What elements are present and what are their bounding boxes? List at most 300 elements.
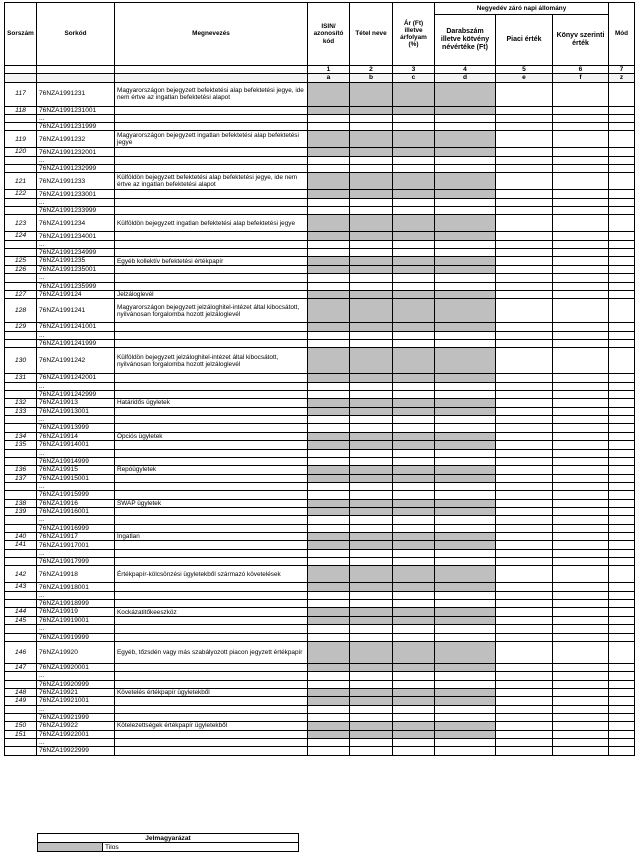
cell-piaci[interactable] <box>496 566 553 583</box>
cell-piaci[interactable] <box>496 173 553 190</box>
cell-konyv[interactable] <box>553 382 609 390</box>
cell-konyv[interactable] <box>553 483 609 491</box>
cell-ar[interactable] <box>393 739 435 747</box>
cell-isin[interactable] <box>308 747 350 755</box>
cell-mod[interactable] <box>609 432 635 440</box>
cell-isin[interactable] <box>308 156 350 164</box>
cell-mod[interactable] <box>609 688 635 696</box>
cell-piaci[interactable] <box>496 207 553 215</box>
cell-tetel[interactable] <box>350 207 393 215</box>
cell-konyv[interactable] <box>553 466 609 474</box>
cell-tetel[interactable] <box>350 416 393 424</box>
cell-darab[interactable] <box>435 747 496 755</box>
cell-isin[interactable] <box>308 491 350 499</box>
cell-ar[interactable] <box>393 207 435 215</box>
cell-isin[interactable] <box>308 625 350 633</box>
cell-mod[interactable] <box>609 123 635 131</box>
cell-piaci[interactable] <box>496 705 553 713</box>
cell-darab[interactable] <box>435 123 496 131</box>
cell-darab[interactable] <box>435 156 496 164</box>
cell-darab[interactable] <box>435 558 496 566</box>
cell-mod[interactable] <box>609 340 635 348</box>
cell-tetel[interactable] <box>350 114 393 122</box>
cell-konyv[interactable] <box>553 232 609 240</box>
cell-darab[interactable] <box>435 713 496 721</box>
cell-piaci[interactable] <box>496 215 553 232</box>
cell-konyv[interactable] <box>553 583 609 591</box>
cell-darab[interactable] <box>435 282 496 290</box>
cell-darab[interactable] <box>435 633 496 641</box>
cell-konyv[interactable] <box>553 499 609 507</box>
cell-ar[interactable] <box>393 198 435 206</box>
cell-piaci[interactable] <box>496 625 553 633</box>
cell-konyv[interactable] <box>553 739 609 747</box>
cell-konyv[interactable] <box>553 457 609 465</box>
cell-piaci[interactable] <box>496 82 553 106</box>
cell-mod[interactable] <box>609 591 635 599</box>
cell-piaci[interactable] <box>496 722 553 730</box>
cell-tetel[interactable] <box>350 747 393 755</box>
cell-tetel[interactable] <box>350 331 393 339</box>
cell-ar[interactable] <box>393 424 435 432</box>
cell-piaci[interactable] <box>496 608 553 616</box>
cell-konyv[interactable] <box>553 131 609 148</box>
cell-mod[interactable] <box>609 641 635 663</box>
cell-tetel[interactable] <box>350 549 393 557</box>
cell-ar[interactable] <box>393 114 435 122</box>
cell-darab[interactable] <box>435 457 496 465</box>
cell-konyv[interactable] <box>553 323 609 331</box>
cell-mod[interactable] <box>609 257 635 265</box>
cell-isin[interactable] <box>308 516 350 524</box>
cell-isin[interactable] <box>308 483 350 491</box>
cell-tetel[interactable] <box>350 282 393 290</box>
cell-mod[interactable] <box>609 232 635 240</box>
cell-mod[interactable] <box>609 680 635 688</box>
cell-isin[interactable] <box>308 672 350 680</box>
cell-darab[interactable] <box>435 240 496 248</box>
cell-darab[interactable] <box>435 331 496 339</box>
cell-ar[interactable] <box>393 165 435 173</box>
cell-tetel[interactable] <box>350 382 393 390</box>
cell-piaci[interactable] <box>496 532 553 540</box>
cell-mod[interactable] <box>609 374 635 382</box>
cell-piaci[interactable] <box>496 591 553 599</box>
cell-isin[interactable] <box>308 524 350 532</box>
cell-isin[interactable] <box>308 591 350 599</box>
cell-mod[interactable] <box>609 106 635 114</box>
cell-piaci[interactable] <box>496 123 553 131</box>
cell-tetel[interactable] <box>350 516 393 524</box>
cell-mod[interactable] <box>609 739 635 747</box>
cell-mod[interactable] <box>609 466 635 474</box>
cell-konyv[interactable] <box>553 591 609 599</box>
cell-mod[interactable] <box>609 722 635 730</box>
cell-darab[interactable] <box>435 165 496 173</box>
cell-mod[interactable] <box>609 165 635 173</box>
cell-konyv[interactable] <box>553 114 609 122</box>
cell-mod[interactable] <box>609 407 635 415</box>
cell-konyv[interactable] <box>553 697 609 705</box>
cell-tetel[interactable] <box>350 491 393 499</box>
cell-piaci[interactable] <box>496 106 553 114</box>
cell-konyv[interactable] <box>553 290 609 298</box>
cell-mod[interactable] <box>609 747 635 755</box>
cell-konyv[interactable] <box>553 374 609 382</box>
cell-konyv[interactable] <box>553 524 609 532</box>
cell-isin[interactable] <box>308 457 350 465</box>
cell-konyv[interactable] <box>553 399 609 407</box>
cell-mod[interactable] <box>609 532 635 540</box>
cell-darab[interactable] <box>435 390 496 398</box>
cell-piaci[interactable] <box>496 483 553 491</box>
cell-piaci[interactable] <box>496 499 553 507</box>
cell-konyv[interactable] <box>553 713 609 721</box>
cell-piaci[interactable] <box>496 249 553 257</box>
cell-darab[interactable] <box>435 207 496 215</box>
cell-tetel[interactable] <box>350 274 393 282</box>
cell-tetel[interactable] <box>350 591 393 599</box>
cell-darab[interactable] <box>435 549 496 557</box>
cell-isin[interactable] <box>308 739 350 747</box>
cell-mod[interactable] <box>609 524 635 532</box>
cell-piaci[interactable] <box>496 641 553 663</box>
cell-piaci[interactable] <box>496 331 553 339</box>
cell-konyv[interactable] <box>553 516 609 524</box>
cell-piaci[interactable] <box>496 348 553 374</box>
cell-ar[interactable] <box>393 416 435 424</box>
cell-darab[interactable] <box>435 249 496 257</box>
cell-piaci[interactable] <box>496 165 553 173</box>
cell-mod[interactable] <box>609 600 635 608</box>
cell-darab[interactable] <box>435 672 496 680</box>
cell-konyv[interactable] <box>553 407 609 415</box>
cell-konyv[interactable] <box>553 82 609 106</box>
cell-tetel[interactable] <box>350 390 393 398</box>
cell-mod[interactable] <box>609 625 635 633</box>
cell-konyv[interactable] <box>553 566 609 583</box>
cell-isin[interactable] <box>308 114 350 122</box>
cell-darab[interactable] <box>435 625 496 633</box>
cell-ar[interactable] <box>393 633 435 641</box>
cell-piaci[interactable] <box>496 449 553 457</box>
cell-konyv[interactable] <box>553 747 609 755</box>
cell-konyv[interactable] <box>553 299 609 323</box>
cell-tetel[interactable] <box>350 249 393 257</box>
cell-isin[interactable] <box>308 705 350 713</box>
cell-konyv[interactable] <box>553 274 609 282</box>
cell-mod[interactable] <box>609 215 635 232</box>
cell-piaci[interactable] <box>496 633 553 641</box>
cell-tetel[interactable] <box>350 524 393 532</box>
cell-ar[interactable] <box>393 516 435 524</box>
cell-tetel[interactable] <box>350 633 393 641</box>
cell-konyv[interactable] <box>553 432 609 440</box>
cell-piaci[interactable] <box>496 558 553 566</box>
cell-konyv[interactable] <box>553 123 609 131</box>
cell-isin[interactable] <box>308 424 350 432</box>
cell-mod[interactable] <box>609 705 635 713</box>
cell-ar[interactable] <box>393 449 435 457</box>
cell-ar[interactable] <box>393 483 435 491</box>
cell-ar[interactable] <box>393 123 435 131</box>
cell-piaci[interactable] <box>496 432 553 440</box>
cell-tetel[interactable] <box>350 424 393 432</box>
cell-piaci[interactable] <box>496 466 553 474</box>
cell-darab[interactable] <box>435 600 496 608</box>
cell-konyv[interactable] <box>553 190 609 198</box>
cell-piaci[interactable] <box>496 390 553 398</box>
cell-mod[interactable] <box>609 516 635 524</box>
cell-ar[interactable] <box>393 156 435 164</box>
cell-isin[interactable] <box>308 198 350 206</box>
cell-konyv[interactable] <box>553 633 609 641</box>
cell-konyv[interactable] <box>553 491 609 499</box>
cell-konyv[interactable] <box>553 156 609 164</box>
cell-konyv[interactable] <box>553 257 609 265</box>
cell-mod[interactable] <box>609 348 635 374</box>
cell-darab[interactable] <box>435 483 496 491</box>
cell-tetel[interactable] <box>350 625 393 633</box>
cell-piaci[interactable] <box>496 416 553 424</box>
cell-piaci[interactable] <box>496 156 553 164</box>
cell-mod[interactable] <box>609 198 635 206</box>
cell-mod[interactable] <box>609 290 635 298</box>
cell-ar[interactable] <box>393 240 435 248</box>
cell-tetel[interactable] <box>350 705 393 713</box>
cell-konyv[interactable] <box>553 663 609 671</box>
cell-konyv[interactable] <box>553 616 609 624</box>
cell-mod[interactable] <box>609 148 635 156</box>
cell-piaci[interactable] <box>496 114 553 122</box>
cell-mod[interactable] <box>609 382 635 390</box>
cell-ar[interactable] <box>393 340 435 348</box>
cell-konyv[interactable] <box>553 541 609 549</box>
cell-piaci[interactable] <box>496 541 553 549</box>
cell-mod[interactable] <box>609 508 635 516</box>
cell-piaci[interactable] <box>496 680 553 688</box>
cell-isin[interactable] <box>308 549 350 557</box>
cell-tetel[interactable] <box>350 198 393 206</box>
cell-piaci[interactable] <box>496 424 553 432</box>
cell-piaci[interactable] <box>496 739 553 747</box>
cell-ar[interactable] <box>393 705 435 713</box>
cell-isin[interactable] <box>308 123 350 131</box>
cell-piaci[interactable] <box>496 713 553 721</box>
cell-mod[interactable] <box>609 566 635 583</box>
cell-tetel[interactable] <box>350 340 393 348</box>
cell-piaci[interactable] <box>496 672 553 680</box>
cell-piaci[interactable] <box>496 290 553 298</box>
cell-konyv[interactable] <box>553 165 609 173</box>
cell-tetel[interactable] <box>350 165 393 173</box>
cell-mod[interactable] <box>609 491 635 499</box>
cell-mod[interactable] <box>609 390 635 398</box>
cell-konyv[interactable] <box>553 441 609 449</box>
cell-darab[interactable] <box>435 516 496 524</box>
cell-mod[interactable] <box>609 173 635 190</box>
cell-konyv[interactable] <box>553 416 609 424</box>
cell-piaci[interactable] <box>496 549 553 557</box>
cell-konyv[interactable] <box>553 722 609 730</box>
cell-ar[interactable] <box>393 491 435 499</box>
cell-isin[interactable] <box>308 340 350 348</box>
cell-mod[interactable] <box>609 713 635 721</box>
cell-tetel[interactable] <box>350 449 393 457</box>
cell-isin[interactable] <box>308 331 350 339</box>
cell-konyv[interactable] <box>553 348 609 374</box>
cell-konyv[interactable] <box>553 730 609 738</box>
cell-ar[interactable] <box>393 600 435 608</box>
cell-konyv[interactable] <box>553 240 609 248</box>
cell-ar[interactable] <box>393 524 435 532</box>
cell-piaci[interactable] <box>496 730 553 738</box>
cell-mod[interactable] <box>609 558 635 566</box>
cell-konyv[interactable] <box>553 424 609 432</box>
cell-isin[interactable] <box>308 382 350 390</box>
cell-piaci[interactable] <box>496 274 553 282</box>
cell-tetel[interactable] <box>350 457 393 465</box>
cell-piaci[interactable] <box>496 198 553 206</box>
cell-piaci[interactable] <box>496 148 553 156</box>
cell-piaci[interactable] <box>496 282 553 290</box>
cell-mod[interactable] <box>609 424 635 432</box>
cell-ar[interactable] <box>393 382 435 390</box>
cell-mod[interactable] <box>609 663 635 671</box>
cell-darab[interactable] <box>435 424 496 432</box>
cell-mod[interactable] <box>609 82 635 106</box>
cell-tetel[interactable] <box>350 713 393 721</box>
cell-konyv[interactable] <box>553 532 609 540</box>
cell-mod[interactable] <box>609 114 635 122</box>
cell-mod[interactable] <box>609 474 635 482</box>
cell-konyv[interactable] <box>553 558 609 566</box>
cell-piaci[interactable] <box>496 441 553 449</box>
cell-mod[interactable] <box>609 697 635 705</box>
cell-piaci[interactable] <box>496 382 553 390</box>
cell-konyv[interactable] <box>553 173 609 190</box>
cell-darab[interactable] <box>435 591 496 599</box>
cell-tetel[interactable] <box>350 123 393 131</box>
cell-konyv[interactable] <box>553 106 609 114</box>
cell-konyv[interactable] <box>553 331 609 339</box>
cell-mod[interactable] <box>609 282 635 290</box>
cell-piaci[interactable] <box>496 299 553 323</box>
cell-ar[interactable] <box>393 549 435 557</box>
cell-darab[interactable] <box>435 680 496 688</box>
cell-konyv[interactable] <box>553 625 609 633</box>
cell-darab[interactable] <box>435 739 496 747</box>
cell-ar[interactable] <box>393 747 435 755</box>
cell-mod[interactable] <box>609 249 635 257</box>
cell-isin[interactable] <box>308 558 350 566</box>
cell-piaci[interactable] <box>496 583 553 591</box>
cell-darab[interactable] <box>435 198 496 206</box>
cell-konyv[interactable] <box>553 249 609 257</box>
cell-piaci[interactable] <box>496 240 553 248</box>
cell-piaci[interactable] <box>496 600 553 608</box>
cell-tetel[interactable] <box>350 600 393 608</box>
cell-darab[interactable] <box>435 340 496 348</box>
cell-isin[interactable] <box>308 416 350 424</box>
cell-konyv[interactable] <box>553 449 609 457</box>
cell-tetel[interactable] <box>350 739 393 747</box>
cell-piaci[interactable] <box>496 340 553 348</box>
cell-ar[interactable] <box>393 331 435 339</box>
cell-piaci[interactable] <box>496 516 553 524</box>
cell-ar[interactable] <box>393 282 435 290</box>
cell-konyv[interactable] <box>553 672 609 680</box>
cell-konyv[interactable] <box>553 148 609 156</box>
cell-tetel[interactable] <box>350 672 393 680</box>
cell-ar[interactable] <box>393 457 435 465</box>
cell-tetel[interactable] <box>350 558 393 566</box>
cell-piaci[interactable] <box>496 190 553 198</box>
cell-isin[interactable] <box>308 165 350 173</box>
cell-darab[interactable] <box>435 449 496 457</box>
cell-konyv[interactable] <box>553 680 609 688</box>
cell-tetel[interactable] <box>350 240 393 248</box>
cell-konyv[interactable] <box>553 641 609 663</box>
cell-piaci[interactable] <box>496 232 553 240</box>
cell-tetel[interactable] <box>350 680 393 688</box>
cell-isin[interactable] <box>308 282 350 290</box>
cell-darab[interactable] <box>435 491 496 499</box>
cell-ar[interactable] <box>393 274 435 282</box>
cell-darab[interactable] <box>435 274 496 282</box>
cell-konyv[interactable] <box>553 198 609 206</box>
cell-mod[interactable] <box>609 399 635 407</box>
cell-mod[interactable] <box>609 131 635 148</box>
cell-ar[interactable] <box>393 680 435 688</box>
cell-piaci[interactable] <box>496 265 553 273</box>
cell-mod[interactable] <box>609 190 635 198</box>
cell-mod[interactable] <box>609 274 635 282</box>
cell-mod[interactable] <box>609 299 635 323</box>
cell-ar[interactable] <box>393 249 435 257</box>
cell-isin[interactable] <box>308 240 350 248</box>
cell-piaci[interactable] <box>496 697 553 705</box>
cell-mod[interactable] <box>609 633 635 641</box>
cell-konyv[interactable] <box>553 390 609 398</box>
cell-isin[interactable] <box>308 449 350 457</box>
cell-piaci[interactable] <box>496 257 553 265</box>
cell-mod[interactable] <box>609 499 635 507</box>
cell-piaci[interactable] <box>496 131 553 148</box>
cell-ar[interactable] <box>393 591 435 599</box>
cell-konyv[interactable] <box>553 688 609 696</box>
cell-tetel[interactable] <box>350 156 393 164</box>
cell-piaci[interactable] <box>496 663 553 671</box>
cell-darab[interactable] <box>435 382 496 390</box>
cell-konyv[interactable] <box>553 215 609 232</box>
cell-piaci[interactable] <box>496 407 553 415</box>
cell-isin[interactable] <box>308 680 350 688</box>
cell-mod[interactable] <box>609 616 635 624</box>
cell-piaci[interactable] <box>496 323 553 331</box>
cell-mod[interactable] <box>609 549 635 557</box>
cell-ar[interactable] <box>393 558 435 566</box>
cell-piaci[interactable] <box>496 474 553 482</box>
cell-ar[interactable] <box>393 625 435 633</box>
cell-piaci[interactable] <box>496 688 553 696</box>
cell-tetel[interactable] <box>350 483 393 491</box>
cell-piaci[interactable] <box>496 524 553 532</box>
cell-darab[interactable] <box>435 705 496 713</box>
cell-mod[interactable] <box>609 207 635 215</box>
cell-mod[interactable] <box>609 331 635 339</box>
cell-konyv[interactable] <box>553 265 609 273</box>
